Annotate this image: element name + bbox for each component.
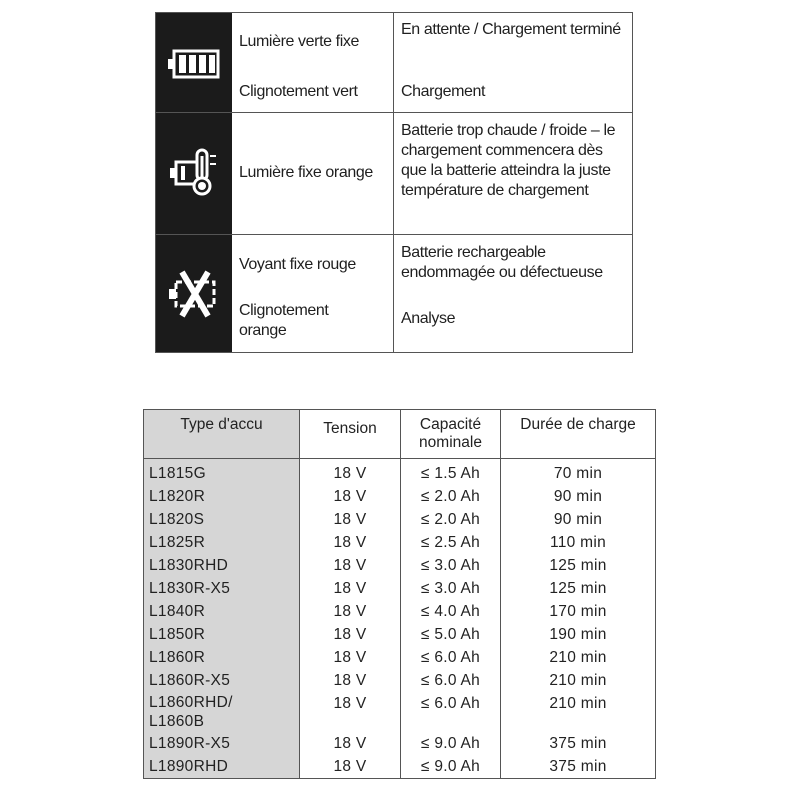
cell-charge-time: 90 min <box>501 485 656 508</box>
cell-capacity: ≤ 3.0 Ah <box>401 554 501 577</box>
cell-charge-time: 190 min <box>501 623 656 646</box>
cell-capacity: ≤ 6.0 Ah <box>401 669 501 692</box>
cell-capacity: ≤ 2.5 Ah <box>401 531 501 554</box>
cell-tension: 18 V <box>300 646 401 669</box>
cell-charge-time: 210 min <box>501 646 656 669</box>
table-row <box>144 600 656 623</box>
status-row-3-lights <box>232 235 394 352</box>
cell-capacity: ≤ 4.0 Ah <box>401 600 501 623</box>
cell-battery-type: L1825R <box>144 531 300 554</box>
battery-charge-table <box>143 409 656 779</box>
status-row-1-states <box>394 13 632 113</box>
cell-battery-type: L1860R <box>144 646 300 669</box>
table-row <box>144 577 656 600</box>
light-label: Lumière verte fixe <box>239 33 359 50</box>
cell-capacity: ≤ 9.0 Ah <box>401 755 501 779</box>
status-row-1-icon-cell <box>156 13 232 113</box>
cell-battery-type <box>144 692 300 732</box>
cell-tension: 18 V <box>300 577 401 600</box>
header-battery-type: Type d'accu <box>144 410 300 459</box>
cell-charge-time: 125 min <box>501 577 656 600</box>
header-charge-time: Durée de charge <box>501 410 656 459</box>
battery-thermometer-icon <box>164 144 224 204</box>
cell-tension: 18 V <box>300 531 401 554</box>
header-tension: Tension <box>300 410 401 459</box>
cell-battery-type: L1830R-X5 <box>144 577 300 600</box>
cell-capacity: ≤ 6.0 Ah <box>401 646 501 669</box>
header-capacity-label: Capacité nominale <box>419 416 482 451</box>
status-row-1-lights <box>232 13 394 113</box>
cell-charge-time: 210 min <box>501 669 656 692</box>
cell-charge-time: 375 min <box>501 755 656 779</box>
cell-tension: 18 V <box>300 554 401 577</box>
cell-capacity: ≤ 6.0 Ah <box>401 692 501 732</box>
light-label: Voyant fixe rouge <box>239 256 356 273</box>
cell-tension: 18 V <box>300 755 401 779</box>
cell-battery-type-line: L1860RHD/ <box>149 694 233 711</box>
header-capacity <box>401 410 501 459</box>
table-row <box>144 485 656 508</box>
battery-defective-icon <box>164 264 224 324</box>
light-label: Clignotement orange <box>239 302 329 339</box>
table-row <box>144 531 656 554</box>
cell-battery-type: L1850R <box>144 623 300 646</box>
table-row <box>144 459 656 486</box>
cell-tension: 18 V <box>300 623 401 646</box>
cell-battery-type: L1815G <box>144 459 300 486</box>
status-row-2-lights <box>232 113 394 235</box>
table-row <box>144 623 656 646</box>
light-label: Clignotement vert <box>239 83 358 100</box>
table-row <box>144 646 656 669</box>
cell-charge-time: 125 min <box>501 554 656 577</box>
status-row-2-icon-cell <box>156 113 232 235</box>
cell-battery-type: L1830RHD <box>144 554 300 577</box>
charger-status-table <box>155 12 633 353</box>
cell-capacity: ≤ 2.0 Ah <box>401 485 501 508</box>
status-row-3-states <box>394 235 632 352</box>
status-row-3-icon-cell <box>156 235 232 352</box>
table-row <box>144 732 656 755</box>
cell-tension: 18 V <box>300 600 401 623</box>
table-row <box>144 508 656 531</box>
cell-tension: 18 V <box>300 692 401 732</box>
cell-capacity: ≤ 5.0 Ah <box>401 623 501 646</box>
cell-battery-type: L1890R-X5 <box>144 732 300 755</box>
table-header-row <box>144 410 656 459</box>
cell-charge-time: 70 min <box>501 459 656 486</box>
cell-tension: 18 V <box>300 485 401 508</box>
status-row-2-states <box>394 113 632 235</box>
cell-battery-type: L1820R <box>144 485 300 508</box>
cell-charge-time: 210 min <box>501 692 656 732</box>
state-label: Analyse <box>401 310 456 327</box>
cell-tension: 18 V <box>300 669 401 692</box>
state-label: Chargement <box>401 83 486 100</box>
cell-battery-type: L1840R <box>144 600 300 623</box>
cell-tension: 18 V <box>300 732 401 755</box>
table-row <box>144 669 656 692</box>
cell-battery-type-line: L1860B <box>149 713 205 730</box>
table-row <box>144 755 656 779</box>
cell-charge-time: 375 min <box>501 732 656 755</box>
cell-capacity: ≤ 1.5 Ah <box>401 459 501 486</box>
battery-full-icon <box>164 43 224 83</box>
table-row <box>144 692 656 732</box>
cell-charge-time: 170 min <box>501 600 656 623</box>
cell-battery-type: L1890RHD <box>144 755 300 779</box>
cell-tension: 18 V <box>300 508 401 531</box>
state-label: Batterie trop chaude / froide – le chargement commencera dès que la batterie atteindra la juste température de chargement <box>401 122 616 199</box>
cell-capacity: ≤ 3.0 Ah <box>401 577 501 600</box>
cell-battery-type: L1860R-X5 <box>144 669 300 692</box>
cell-battery-type: L1820S <box>144 508 300 531</box>
state-label: Batterie rechargeable endommagée ou défectueuse <box>401 244 603 281</box>
light-label: Lumière fixe orange <box>239 164 373 181</box>
cell-capacity: ≤ 9.0 Ah <box>401 732 501 755</box>
battery-table-body <box>144 459 656 779</box>
state-label: En attente / Chargement terminé <box>401 21 621 38</box>
cell-charge-time: 110 min <box>501 531 656 554</box>
cell-charge-time: 90 min <box>501 508 656 531</box>
cell-tension: 18 V <box>300 459 401 486</box>
table-row <box>144 554 656 577</box>
cell-capacity: ≤ 2.0 Ah <box>401 508 501 531</box>
